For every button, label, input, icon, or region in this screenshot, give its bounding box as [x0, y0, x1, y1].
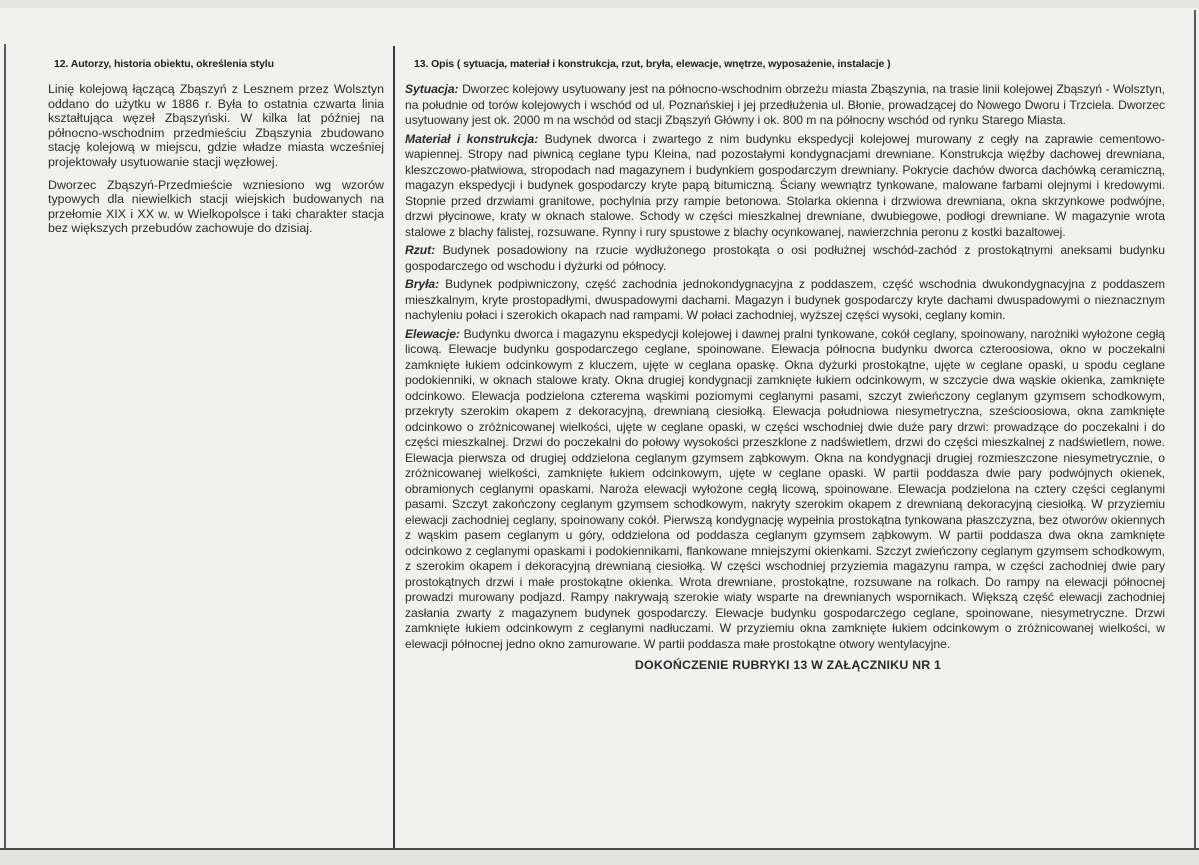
massing-label: Bryła: [405, 277, 440, 291]
description-material [405, 132, 1165, 241]
style-paragraph: Dworzec Zbąszyń-Przedmieście wzniesiono wg wzorów typowych dla niewielkich stacji wiejskich budowanych na przełomie XIX i XX w. w Wielkopolsce i taki charakter stacja bez większych przebudów zachowuje do dzisiaj. [48, 177, 384, 236]
description-situation [405, 82, 1165, 129]
frame-left-line [4, 44, 6, 850]
plan-label: Rzut: [405, 243, 436, 257]
situation-label: Sytuacja: [405, 82, 459, 96]
frame-bottom-line [0, 848, 1199, 865]
plan-text: Budynek posadowiony na rzucie wydłużonego prostokąta o osi podłużnej wschód-zachód z prostokątnymi aneksami budynku gospodarczego od wschodu i dyżurki od północy. [405, 243, 1165, 273]
material-text: Budynek dworca i zwartego z nim budynku ekspedycji kolejowej murowany z cegły na zaprawie cementowo-wapiennej. Stropy nad piwnicą ceglane typu Kleina, nad pozostałymi kondygnacjami drewniane. Konstrukcja więźby dachowej drewniana, kleszczowo-płatwiowa, stropodach nad magazynem i budynkiem gospodarczym drewniany. Pokrycie dachów dworca dachówką ceramiczną, magazyn ekspedycji i budynek gospodarczy kryte papą bitumiczną. Ściany wewnątrz tynkowane, malowane farbami olejnymi i kredowymi. Stopnie przed drzwiami granitowe, pochylnia przy rampie betonowa. Stolarka okienna i drzwiowa drewniana, okna skrzynkowe podwójne, drzwi płycinowe, kraty w oknach stalowe. Schody w części mieszkalnej drewniane, dwubiegowe, podłogi drewniane. W magazynie wrota stalowe z blachy falistej, rozsuwane. Rynny i rury spustowe z blachy ocynkowanej, nawierzchnia peronu z kostki bazaltowej. [405, 131, 1165, 239]
page-edge-top [0, 0, 1199, 8]
continuation-note: DOKOŃCZENIE RUBRYKI 13 W ZAŁĄCZNIKU NR 1 [634, 658, 942, 672]
section-13-column [405, 58, 1165, 672]
section-13-heading: 13. Opis ( sytuacja, materiał i konstrukcja, rzut, bryła, elewacje, wnętrze, wyposażenie, instalacje ) [414, 58, 891, 70]
situation-text: Dworzec kolejowy usytuowany jest na północno-wschodnim obrzeżu miasta Zbąszynia, na trasie linii kolejowej Zbąszyń - Wolsztyn, na południe od torów kolejowych i wschód od ul. Poznańskiej i jej przedłużenia ul. Błonie, prowadzącej do Nowego Dworu i Trzciela. Dworzec usytuowany jest ok. 2000 m na wschód od stacji Zbąszyń Główny i ok. 800 m na północny wschód od rynku Starego Miasta. [405, 82, 1165, 127]
elevations-text: Budynku dworca i magazynu ekspedycji kolejowej i dawnej pralni tynkowane, cokół ceglany, spoinowany, narożniki wyłożone cegłą licową. Elewacje budynku gospodarczego ceglane, spoinowane. Elewacja północna budynku dworca czteroosiowa, okno w poczekalni zamknięte łukiem odcinkowym z kluczem, ujęte w ceglana opaskę. Okna dyżurki prostokątne, ujęte w ceglane opaski, u spodu ceglane podokienniki, w oknach stalowe kraty. Okna drugiej kondygnacji zamknięte łukiem odcinkowym, w szczycie dwa wąskie okienka, zamknięte odcinkowo. Elewacja podzielona czterema wąskimi poziomymi ceglanymi pasami, szczyt zwieńczony ceglanym gzymsem schodkowym, przekryty szerokim okapem z dekoracyjną, drewnianą ciesiołką. Elewacja południowa niesymetryczna, sześcioosiowa, okna zamknięte odcinkowo o zróżnicowanej wielkości, ujęte w ceglane opaski, w części wschodniej dwie duże pary drzwi: prowadzące do poczekalni i do części mieszkalnej. Drzwi do poczekalni do połowy wysokości przeszklone z nadświetlem, drzwi do części mieszkalnej z nadświetlem, nowe. Elewacja pierwsza od drugiej oddzielona ceglanym gzymsem ząbkowym. Okna na kondygnacji drugiej rozmieszczone niesymetrycznie, o zróżnicowanej wielkości, zamknięte łukiem odcinkowym, ujęte w ceglane opaski. W partii poddasza dwie pary podwójnych okienek, obramionych ceglanymi opaskami. Naroża elewacji wyłożone cegłą licową, spoinowane. Elewacja podzielona na cztery części ceglanymi pasami. Szczyt zakończony ceglanym gzymsem schodkowym, nakryty szerokim okapem z drewnianą dekoracyjną ciesiołką. W przyziemiu elewacji zachodniej ceglany, spoinowany cokół. Pierwszą kondygnację wypełnia prostokątna tynkowana płaszczyzna, bez otworów okiennych z wąskim pasem ceglanym u góry, oddzielona od poddasza ceglanym gzymsem ząbkowym. W partii poddasza dwa okna zamknięte odcinkowo z ceglanymi opaskami i podokiennikami, flankowane mniejszymi okienkami. Szczyt zwieńczony ceglanym gzymsem schodkowym, z szerokim okapem i dekoracyjną drewnianą ciesiołką. W części wschodniej przyziemia magazynu rampa, w części zachodniej dwie pary prostokątnych drzwi i małe prostokątne okienka. Wrota drewniane, prostokątne, rozsuwane na rolkach. Do rampy na elewacji północnej prowadzi murowany podjazd. Rampy nakrywają szerokie wiaty wsparte na drewnianych wspornikach. Większą część elewacji zachodniej zasłania zwarty z magazynem budynek gospodarczy. Elewacje budynku gospodarczego ceglane, spoinowane, niesymetryczne. Drzwi zamknięte łukiem odcinkowym z ceglanymi nadłuczami. W przyziemiu okna zamknięte łukiem odcinkowym o zróżnicowanej wielkości, w elewacji północnej jedno okno zamurowane. W partii poddasza małe prostokątne otwory wentylacyjne. [405, 326, 1165, 651]
elevations-label: Elewacje: [405, 326, 460, 341]
section-12-heading: 12. Autorzy, historia obiektu, określenia stylu [54, 58, 274, 70]
description-plan [405, 243, 1165, 274]
massing-text: Budynek podpiwniczony, część zachodnia jednokondygnacyjna z poddaszem, część wschodnia dwukondygnacyjna z poddaszem mieszkalnym, kryte prostopadłymi, dwuspadowymi dachami. Magazyn i budynek gospodarczy kryte dachami dwuspadowymi o nieznacznym nachyleniu połaci i szerokich okapach nad rampami. W połaci zachodniej, wyższej części wysoki, ceglany komin. [405, 277, 1165, 322]
description-massing [405, 277, 1165, 324]
history-paragraph: Linię kolejową łączącą Zbąszyń z Lesznem przez Wolsztyn oddano do użytku w 1886 r. Była to ostatnia czwarta linia kształtująca węzeł Zbąszyński. W kilka lat później na północno-wschodnim przedmieściu Zbąszynia zbudowano stację kolejową w miejscu, gdzie władze miasta wcześniej projektowały usytuowanie stacji węzłowej. [48, 82, 384, 169]
material-label: Materiał i konstrukcja: [405, 131, 539, 146]
column-divider [393, 46, 395, 850]
frame-right-line [1194, 10, 1196, 850]
description-elevations [405, 327, 1165, 653]
section-12-column [48, 58, 384, 244]
